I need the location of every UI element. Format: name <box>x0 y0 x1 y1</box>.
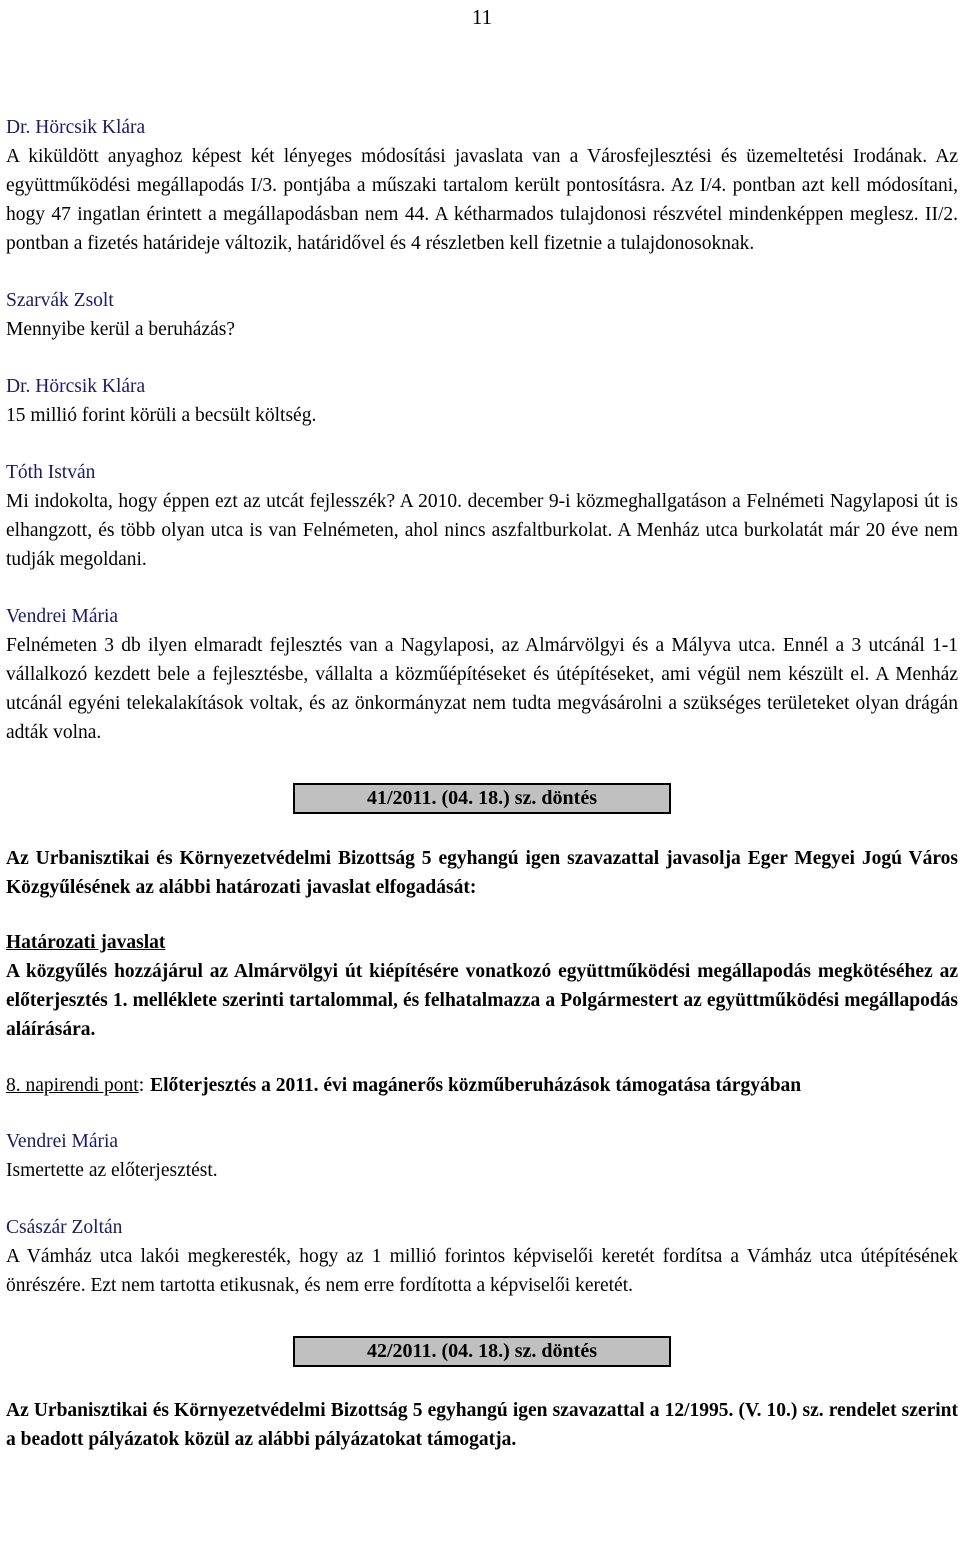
speech-text: Felnémeten 3 db ilyen elmaradt fejlesztés van a Nagylaposi, az Almárvölgyi és a Mályva utca. Ennél a 3 utcánál 1-1 vállalkozó kezdett bele a fejlesztésbe, vállalta a közműépítéseket és útépítéseket, ami végül nem készült el. A Menház utcánál egyéni telekalakítások voltak, és az önkormányzat nem tudta megvásárolni a szükséges területeket olyan drágán adták volna. <box>6 635 958 743</box>
spacer <box>6 430 958 458</box>
spacer <box>6 344 958 372</box>
spacer <box>6 1367 958 1396</box>
speech-text: 15 millió forint körüli a becsült költség. <box>6 405 317 426</box>
speaker-name: Vendrei Mária <box>6 1131 119 1152</box>
agenda-colon: : <box>138 1075 145 1096</box>
spacer <box>6 1300 958 1336</box>
spacer <box>6 574 958 602</box>
spacer <box>6 1100 958 1127</box>
speech-text: A kiküldött anyaghoz képest két lényeges módosítási javaslata van a Városfejlesztési és üzemeltetési Irodának. Az együttműködési megállapodás I/3. pontjába a műszaki tartalom került pontosításra. Az I/4. pontban azt kell módosítani, hogy 47 ingatlan érintett a megállapodásban nem 44. A kétharmados tulajdonosi részvétel mindenképpen meglesz. II/2. pontban a fizetés határideje változik, határidővel és 4 részletben kell fizetnie a tulajdonosoknak. <box>6 146 958 254</box>
speaker-name: Dr. Hörcsik Klára <box>6 117 146 138</box>
page-number: 11 <box>471 5 493 29</box>
spacer <box>6 1044 958 1071</box>
proposal-text: A közgyűlés hozzájárul az Almárvölgyi út kiépítésére vonatkozó együttműködési megállapodás megkötéséhez az előterjesztés 1. melléklete szerinti tartalommal, és felhatalmazza a Polgármestert az együttműködési megállapodás aláírására. <box>6 961 958 1040</box>
decision-intro: Az Urbanisztikai és Környezetvédelmi Bizottság 5 egyhangú igen szavazattal javasolja Eger Megyei Jogú Város Közgyűlésének az alábbi határozati javaslat elfogadását: <box>6 848 958 898</box>
spacer <box>6 34 958 113</box>
speech-text: Mennyibe kerül a beruházás? <box>6 319 236 340</box>
spacer <box>6 814 958 844</box>
agenda-item <box>6 1071 958 1100</box>
agenda-title: Előterjesztés a 2011. évi magánerős közműberuházások támogatása tárgyában <box>150 1075 802 1096</box>
document-page <box>6 0 958 1454</box>
speaker-name: Dr. Hörcsik Klára <box>6 376 146 397</box>
speech-text: Mi indokolta, hogy éppen ezt az utcát fejlesszék? A 2010. december 9-i közmeghallgatáson a Felnémeti Nagylaposi út is elhangzott, és több olyan utca is van Felnémeten, ahol nincs aszfaltburkolat. A Menház utca burkolatát már 20 éve nem tudják megoldani. <box>6 491 958 570</box>
decision-label: 41/2011. (04. 18.) sz. döntés <box>293 783 671 814</box>
proposal-heading: Határozati javaslat <box>6 932 166 953</box>
speech-text: A Vámház utca lakói megkeresték, hogy az 1 millió forintos képviselői keretét fordítsa a Vámház utca útépítésének önrészére. Ezt nem tartotta etikusnak, és nem erre fordította a képviselői keretét. <box>6 1246 958 1296</box>
agenda-label <box>6 1071 144 1100</box>
spacer <box>6 258 958 286</box>
speaker-name: Vendrei Mária <box>6 606 119 627</box>
agenda-number: 8. napirendi pont <box>6 1075 139 1096</box>
speaker-name: Tóth István <box>6 462 96 483</box>
spacer <box>6 1185 958 1213</box>
spacer <box>6 747 958 783</box>
speaker-name: Szarvák Zsolt <box>6 290 114 311</box>
decision-label: 42/2011. (04. 18.) sz. döntés <box>293 1336 671 1367</box>
speech-text: Ismertette az előterjesztést. <box>6 1160 218 1181</box>
speaker-name: Császár Zoltán <box>6 1217 123 1238</box>
spacer <box>6 902 958 928</box>
decision-intro: Az Urbanisztikai és Környezetvédelmi Bizottság 5 egyhangú igen szavazattal a 12/1995. (V. 10.) sz. rendelet szerint a beadott pályázatok közül az alábbi pályázatokat támogatja. <box>6 1400 958 1450</box>
